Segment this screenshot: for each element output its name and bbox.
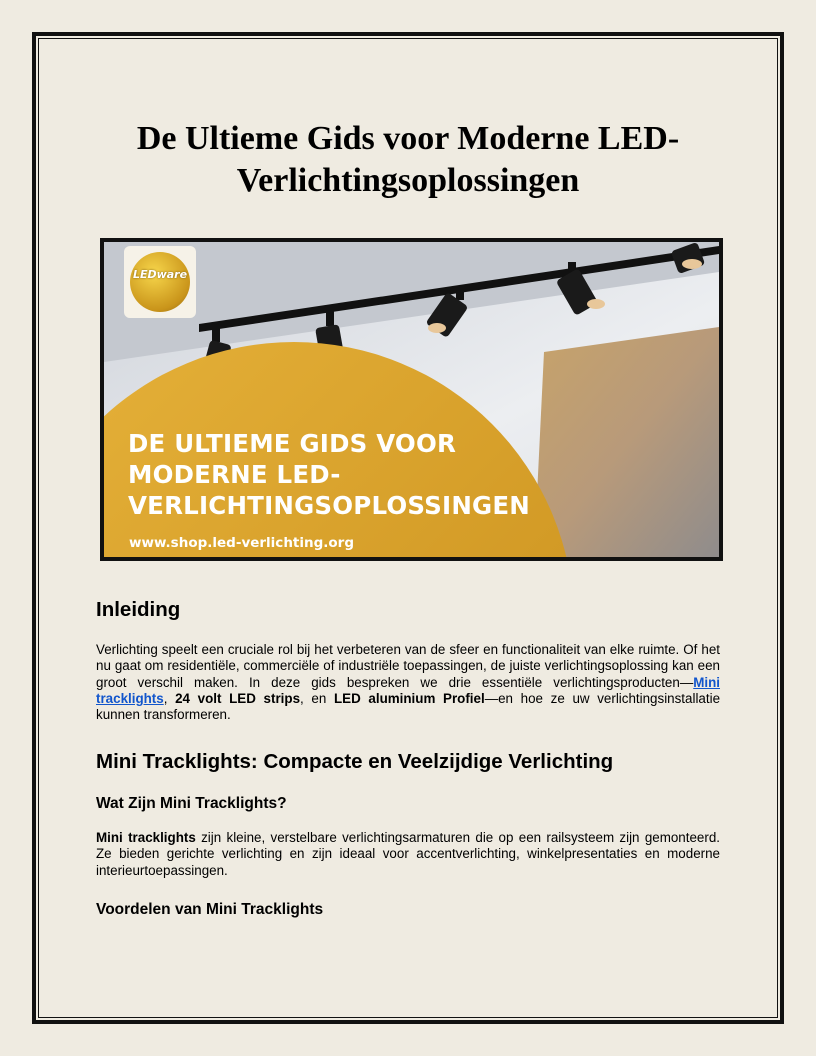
intro-paragraph — [96, 642, 720, 723]
subheading-voordelen: Voordelen van Mini Tracklights — [96, 901, 324, 918]
hero-line-3: VERLICHTINGSOPLOSSINGEN — [128, 491, 530, 520]
mini-text: zijn kleine, verstelbare verlichtingsarmaturen die op een railsysteem zijn gemonteerd. Ze bieden gerichte verlichting en zijn ideaal voor accentverlichting, winkelpresentaties en moderne interieurtoepassingen. — [96, 830, 720, 878]
mini-tracklights-link[interactable]: Mini tracklights — [96, 674, 720, 706]
bold-led-profiel: LED aluminium Profiel — [333, 690, 485, 706]
hero-url: www.shop.led-verlichting.org — [129, 535, 355, 551]
hero-banner — [100, 238, 723, 561]
heading-inleiding: Inleiding — [96, 598, 181, 621]
bold-24v-strips: 24 volt LED strips — [175, 690, 301, 706]
logo-coin — [130, 252, 190, 312]
hero-headline — [128, 428, 530, 521]
logo-text: LEDware — [132, 268, 188, 281]
wall-art — [534, 327, 719, 557]
ledware-logo — [124, 246, 196, 318]
intro-text-start: Verlichting speelt een cruciale rol bij het verbeteren van de sfeer en functionaliteit van elke ruimte. Of het nu gaat om residentiële, commerciële of industriële toepassingen, de juiste verlichtingsoplossing kan een groot verschil maken. In deze gids bespreken we drie essentiële verlichtingsproducten— — [96, 642, 720, 690]
bold-mini-tracklights: Mini tracklights — [96, 830, 196, 845]
intro-sep-2: , en — [300, 690, 334, 706]
intro-sep-1: , — [163, 690, 176, 706]
intro-text-end: —en hoe ze uw verlichtingsinstallatie kunnen transformeren. — [96, 690, 721, 723]
heading-mini-tracklights: Mini Tracklights: Compacte en Veelzijdige Verlichting — [96, 750, 614, 773]
subheading-wat-zijn: Wat Zijn Mini Tracklights? — [96, 795, 287, 812]
hero-line-1: DE ULTIEME GIDS VOOR — [128, 429, 457, 458]
mini-paragraph — [96, 830, 720, 879]
page-title: De Ultieme Gids voor Moderne LED-Verlichtingsoplossingen — [136, 120, 680, 199]
hero-line-2: MODERNE LED- — [128, 460, 341, 489]
